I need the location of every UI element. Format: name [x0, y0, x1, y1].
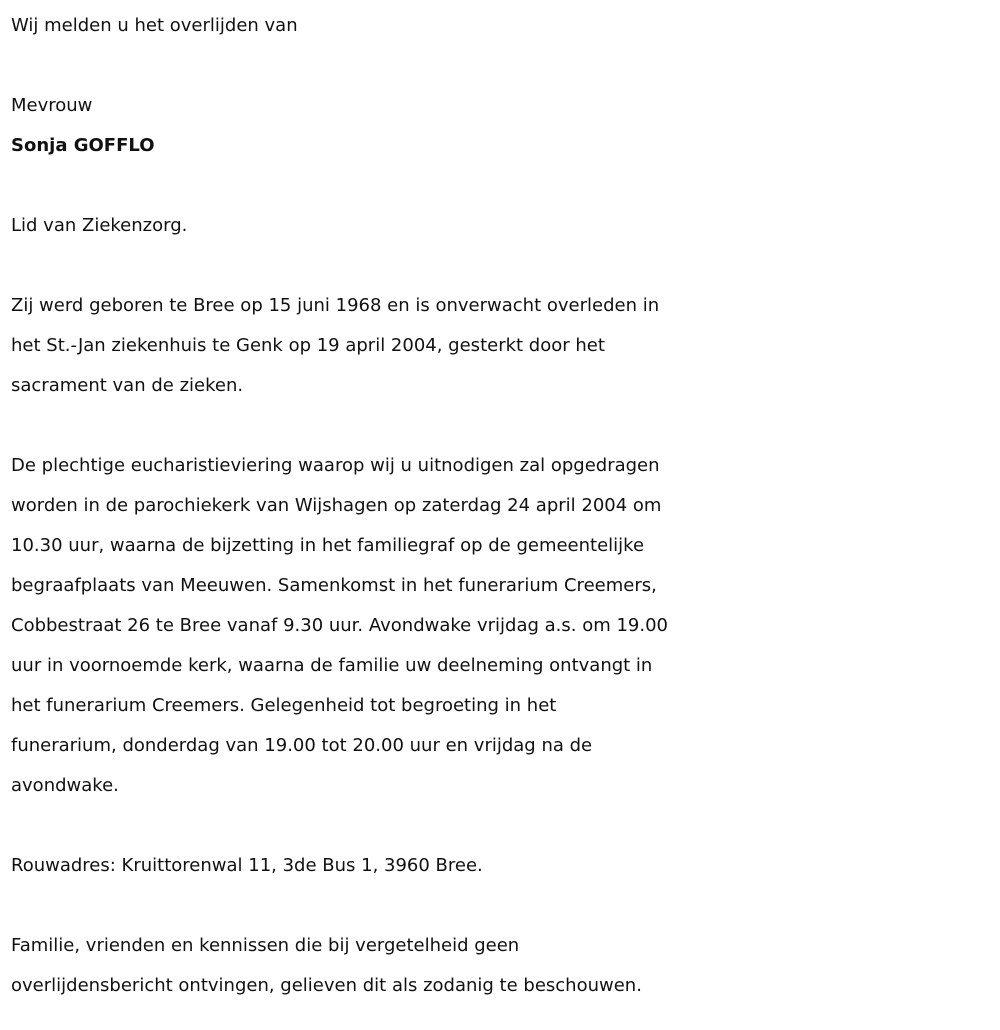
salutation: Mevrouw	[11, 95, 93, 116]
birth-death-paragraph	[11, 286, 991, 406]
paragraph-line: De plechtige eucharistieviering waarop wij u uitnodigen zal opgedragen	[11, 455, 660, 476]
closing-paragraph	[11, 926, 991, 1006]
paragraph-line: het funerarium Creemers. Gelegenheid tot begroeting in het	[11, 695, 557, 716]
spacer	[11, 406, 991, 446]
paragraph-line: Familie, vrienden en kennissen die bij vergetelheid geen	[11, 935, 520, 956]
paragraph-line: Cobbestraat 26 te Bree vanaf 9.30 uur. Avondwake vrijdag a.s. om 19.00	[11, 615, 668, 636]
paragraph-line: overlijdensbericht ontvingen, gelieven dit als zodanig te beschouwen.	[11, 975, 642, 996]
paragraph-line: 10.30 uur, waarna de bijzetting in het familiegraf op de gemeentelijke	[11, 535, 645, 556]
death-notice	[11, 6, 991, 1006]
spacer	[11, 246, 991, 286]
paragraph-line: Zij werd geboren te Bree op 15 juni 1968 en is onverwacht overleden in	[11, 295, 660, 316]
spacer	[11, 806, 991, 846]
intro-line: Wij melden u het overlijden van	[11, 15, 298, 36]
paragraph-line: funerarium, donderdag van 19.00 tot 20.00 uur en vrijdag na de	[11, 735, 593, 756]
spacer	[11, 886, 991, 926]
paragraph-line: avondwake.	[11, 775, 119, 796]
paragraph-line: sacrament van de zieken.	[11, 375, 244, 396]
spacer	[11, 166, 991, 206]
paragraph-line: het St.-Jan ziekenhuis te Genk op 19 april 2004, gesterkt door het	[11, 335, 605, 356]
paragraph-line: worden in de parochiekerk van Wijshagen op zaterdag 24 april 2004 om	[11, 495, 662, 516]
mourning-address: Rouwadres: Kruittorenwal 11, 3de Bus 1, 3960 Bree.	[11, 855, 483, 876]
paragraph-line: uur in voornoemde kerk, waarna de familie uw deelneming ontvangt in	[11, 655, 653, 676]
membership-line: Lid van Ziekenzorg.	[11, 215, 188, 236]
paragraph-line: begraafplaats van Meeuwen. Samenkomst in het funerarium Creemers,	[11, 575, 657, 596]
spacer	[11, 46, 991, 86]
deceased-name: Sonja GOFFLO	[11, 135, 155, 156]
ceremony-paragraph	[11, 446, 991, 806]
